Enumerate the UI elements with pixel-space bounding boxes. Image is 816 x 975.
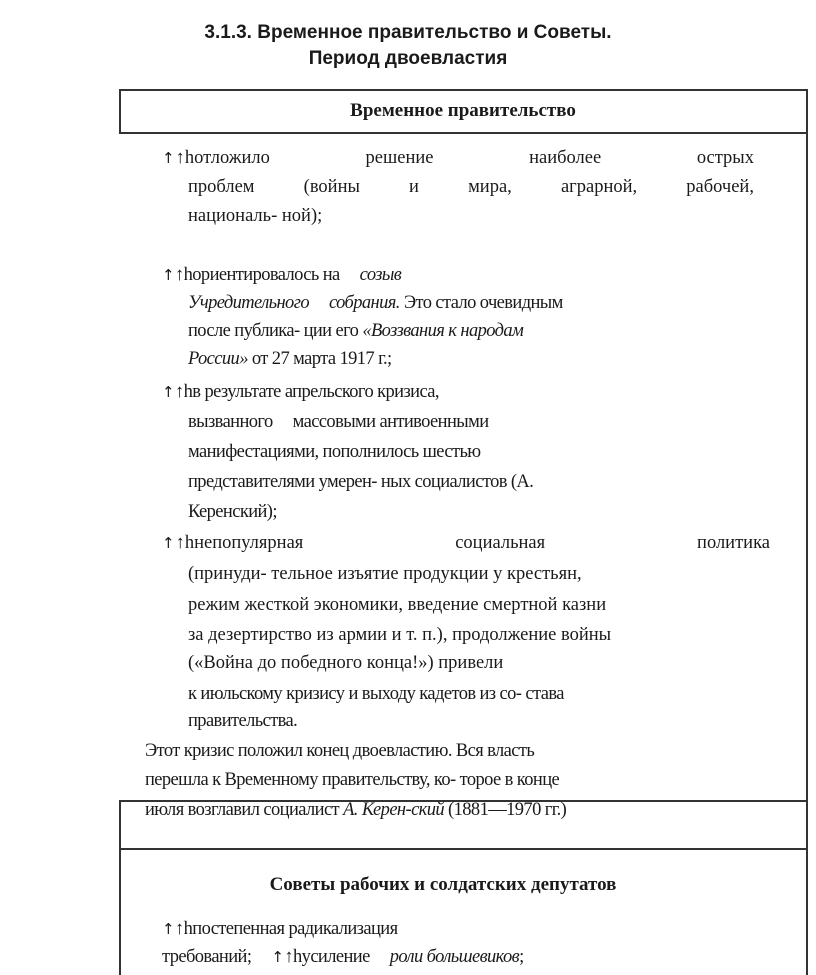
bullet-2-line-1: ↑↑hориентировалось на созыв <box>162 265 402 285</box>
section-header-provisional-government: Временное правительство <box>350 100 576 121</box>
bullet-1-line-1: ↑↑hотложило решение наиболее острых <box>162 148 754 168</box>
bullet-4-line-1: ↑↑hнепопулярная социальная политика <box>162 533 770 553</box>
summary-line-2: перешла к Временному правительству, ко- торое в конце <box>145 770 560 790</box>
bullet-3-line-2: вызванного массовыми антивоенными <box>188 412 489 432</box>
table-right-border <box>806 89 808 975</box>
bullet-3-line-1: ↑↑hв результате апрельского кризиса, <box>162 382 439 402</box>
bullet-marker: ↑h <box>174 919 193 939</box>
section-header-soviets: Советы рабочих и солдатских депутатов <box>269 874 617 895</box>
summary-line-1: Этот кризис положил конец двоевластию. Вся власть <box>145 741 535 761</box>
bullet-1-line-3: националь- ной); <box>188 206 323 226</box>
section-divider-lower <box>119 848 808 850</box>
bullet-1-line-2: проблем (войны и мира, аграрной, рабочей, <box>188 177 754 197</box>
bullet-marker: ↑h <box>174 382 193 402</box>
header-divider <box>119 132 808 134</box>
up-arrow-icon: ↑ <box>271 948 284 966</box>
bullet-marker: ↑h <box>174 265 193 285</box>
bullet-3-line-3: манифестациями, пополнилось шестью <box>188 442 481 462</box>
bullet-4-line-3: режим жесткой экономики, введение смертной казни <box>188 595 607 615</box>
page-title-line-1: 3.1.3. Временное правительство и Советы. <box>204 22 612 43</box>
bullet-4-line-6: к июльскому кризису и выходу кадетов из со- става <box>188 684 564 704</box>
up-arrow-icon: ↑ <box>162 383 174 401</box>
bullet-3-line-4: представителями умерен- ных социалистов (А. <box>188 472 534 492</box>
page-title-line-2: Период двоевластия <box>308 48 508 69</box>
section-2-bullet-1-line-1: ↑↑hпостепенная радикализация <box>162 919 398 939</box>
bullet-4-line-2: (принуди- тельное изъятие продукции у крестьян, <box>188 564 582 584</box>
bullet-marker: ↑h <box>284 947 302 967</box>
up-arrow-icon: ↑ <box>162 534 175 552</box>
up-arrow-icon: ↑ <box>162 149 175 167</box>
summary-line-3: июля возглавил социалист А. Керен-ский (1881—1970 гг.) <box>145 800 567 820</box>
bullet-4-line-5: («Война до победного конца!») привели <box>188 653 504 673</box>
bullet-2-line-2: Учредительного собрания. Это стало очевидным <box>188 293 563 313</box>
section-2-bullet-line-2: требований; ↑↑hусиление роли большевиков; <box>162 947 524 967</box>
bullet-2-line-4: России» от 27 марта 1917 г.; <box>188 349 392 369</box>
bullet-2-line-3: после публика- ции его «Воззвания к народам <box>188 321 524 341</box>
bullet-marker: ↑h <box>175 533 195 553</box>
table-top-border <box>119 89 808 91</box>
bullet-3-line-5: Керенский); <box>188 502 277 522</box>
bullet-4-line-7: правительства. <box>188 711 298 731</box>
up-arrow-icon: ↑ <box>162 266 174 284</box>
bullet-marker: ↑h <box>175 148 195 168</box>
up-arrow-icon: ↑ <box>162 920 174 938</box>
bullet-4-line-4: за дезертирство из армии и т. п.), продолжение войны <box>188 625 612 645</box>
